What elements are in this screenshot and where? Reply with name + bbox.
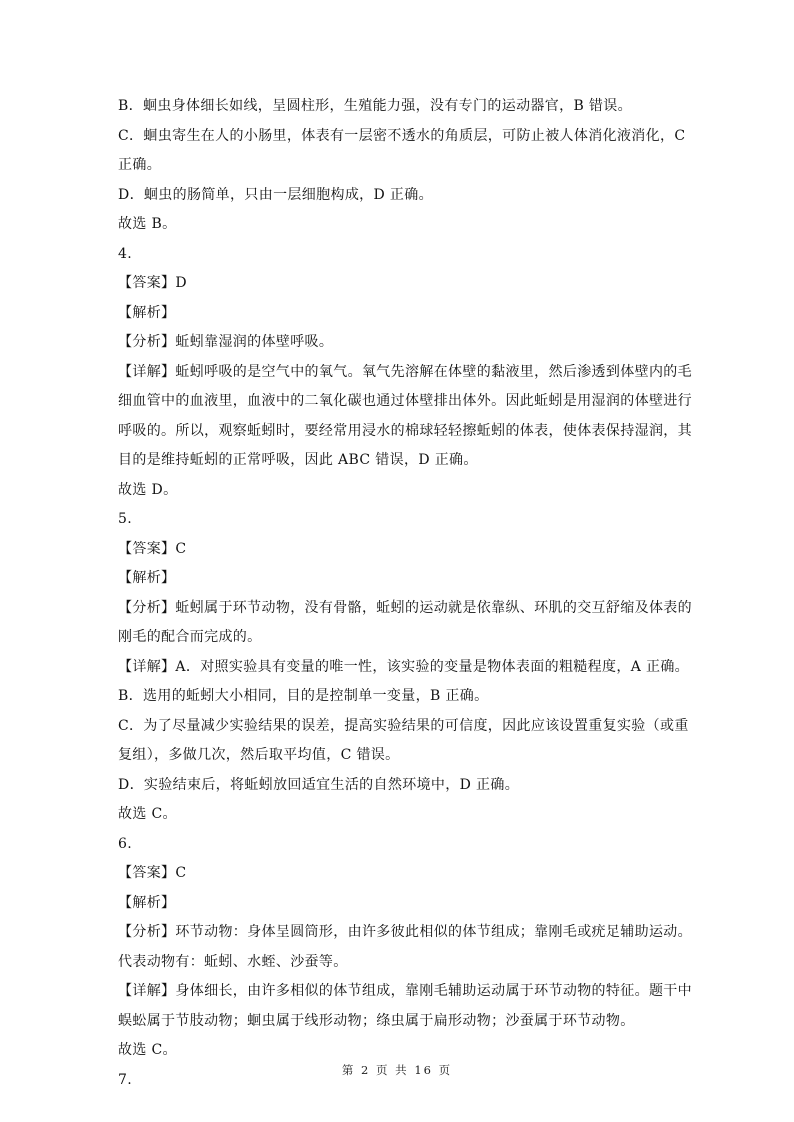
- text-line: 呼吸的。所以，观察蚯蚓时，要经常用浸水的棉球轻轻擦蚯蚓的体表，使体表保持湿润，其: [118, 422, 692, 439]
- text-line: 【详解】身体细长，由许多相似的体节组成，靠刚毛辅助运动属于环节动物的特征。题干中: [118, 983, 692, 999]
- text-line: D．蛔虫的肠简单，只由一层细胞构成，D 正确。: [118, 186, 433, 203]
- text-line: 【答案】D: [118, 275, 187, 291]
- text-line: 5.: [118, 511, 133, 527]
- text-line: 故选 D。: [118, 481, 178, 498]
- text-line: 7.: [118, 1071, 133, 1088]
- text-line: 故选 B。: [118, 216, 177, 232]
- text-line: 复组），多做几次，然后取平均值，C 错误。: [118, 747, 400, 763]
- text-line: 【详解】蚯蚓呼吸的是空气中的氧气。氧气先溶解在体壁的黏液里，然后渗透到体壁内的毛: [118, 363, 692, 380]
- text-line: 故选 C。: [118, 806, 177, 822]
- text-line: 【解析】: [118, 894, 176, 911]
- text-line: 细血管中的血液里，血液中的二氧化碳也通过体壁排出体外。因此蚯蚓是用湿润的体壁进行: [118, 393, 692, 409]
- text-line: 【分析】蚯蚓属于环节动物，没有骨骼，蚯蚓的运动就是依靠纵、环肌的交互舒缩及体表的: [118, 599, 692, 616]
- text-line: 【答案】C: [118, 540, 187, 557]
- text-line: 代表动物有：蚯蚓、水蛭、沙蚕等。: [118, 953, 348, 970]
- page-footer: 第 2 页 共 16 页: [341, 1063, 453, 1077]
- text-line: B．选用的蚯蚓大小相同，目的是控制单一变量，B 正确。: [118, 688, 489, 704]
- text-line: C．蛔虫寄生在人的小肠里，体表有一层密不透水的角质层，可防止被人体消化液消化，C: [118, 127, 686, 144]
- document-body: [118, 92, 692, 1095]
- text-line: D．实验结束后，将蚯蚓放回适宜生活的自然环境中，D 正确。: [118, 776, 520, 793]
- text-line: 蜈蚣属于节肢动物；蛔虫属于线形动物；绦虫属于扁形动物；沙蚕属于环节动物。: [118, 1012, 635, 1029]
- text-line: 【详解】A．对照实验具有变量的唯一性，该实验的变量是物体表面的粗糙程度，A 正确。: [118, 658, 690, 675]
- text-line: 【分析】蚯蚓靠湿润的体壁呼吸。: [118, 334, 334, 350]
- text-line: C．为了尽量减少实验结果的误差，提高实验结果的可信度，因此应该设置重复实验（或重: [118, 717, 689, 734]
- text-line: 6.: [118, 835, 133, 852]
- text-line: 4.: [118, 245, 133, 262]
- text-line: 刚毛的配合而完成的。: [118, 629, 262, 645]
- text-line: 正确。: [118, 157, 162, 173]
- text-line: B．蛔虫身体细长如线，呈圆柱形，生殖能力强，没有专门的运动器官，B 错误。: [118, 98, 632, 114]
- text-line: 【分析】环节动物：身体呈圆筒形，由许多彼此相似的体节组成；靠刚毛或疣足辅助运动。: [118, 924, 692, 940]
- text-line: 【解析】: [118, 304, 176, 321]
- text-line: 【答案】C: [118, 865, 187, 881]
- text-line: 目的是维持蚯蚓的正常呼吸，因此 ABC 错误，D 正确。: [118, 452, 478, 468]
- text-line: 故选 C。: [118, 1042, 177, 1058]
- text-line: 【解析】: [118, 570, 176, 586]
